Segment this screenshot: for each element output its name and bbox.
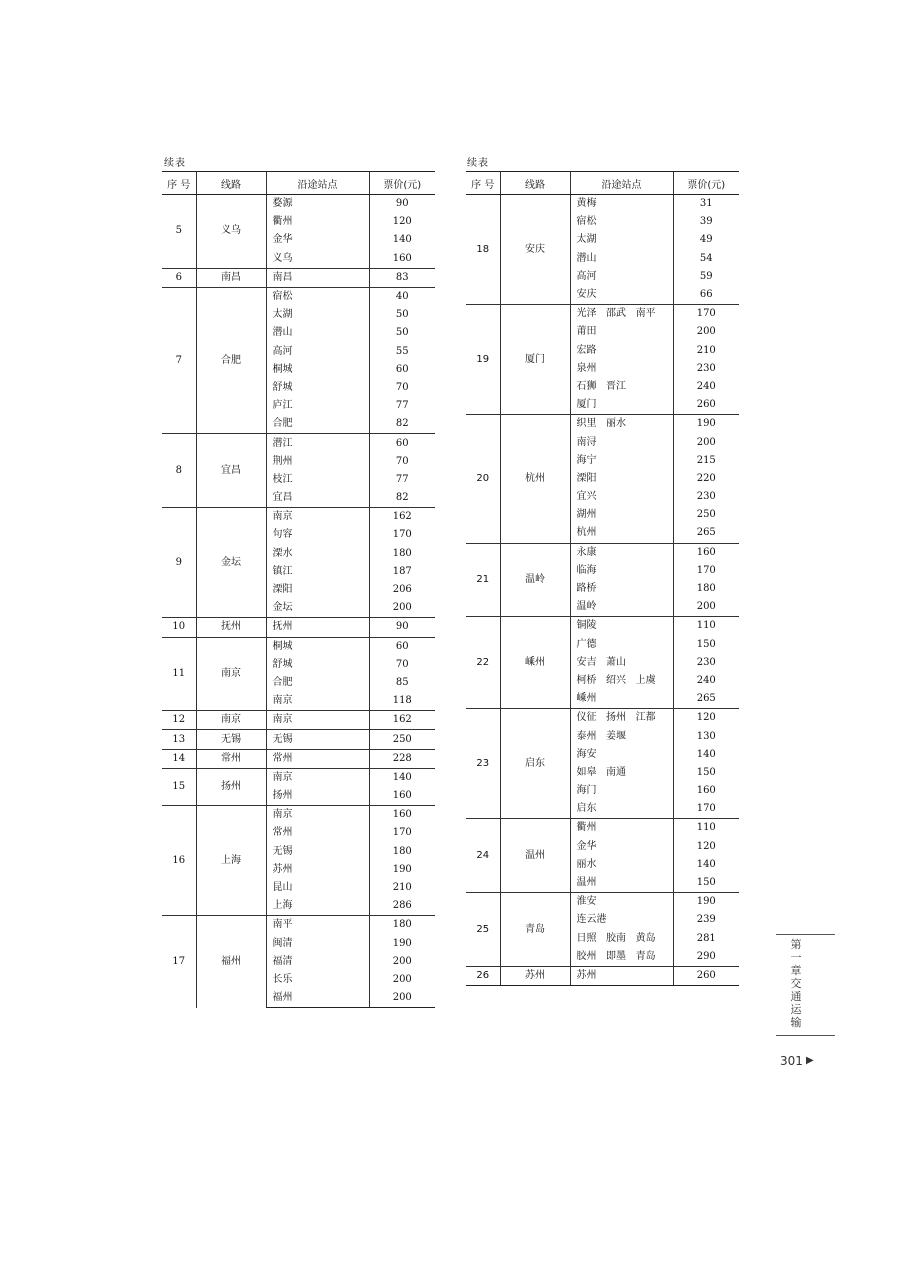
ticket-price: 59 xyxy=(673,268,739,286)
ticket-price: 77 xyxy=(369,471,435,489)
ticket-price: 140 xyxy=(369,231,435,249)
ticket-price: 240 xyxy=(673,672,739,690)
station-name: 金华 xyxy=(266,231,369,249)
station-name: 仪征 扬州 江都 xyxy=(570,709,673,728)
station-name: 句容 xyxy=(266,526,369,544)
continued-label-left: 续表 xyxy=(164,158,186,169)
ticket-price: 230 xyxy=(673,654,739,672)
route-number: 10 xyxy=(162,618,196,637)
header-stations: 沿途站点 xyxy=(266,172,369,195)
table-row xyxy=(162,711,435,730)
ticket-price: 200 xyxy=(369,989,435,1008)
route-name: 杭州 xyxy=(500,415,570,543)
route-number: 24 xyxy=(466,819,500,893)
station-name: 莆田 xyxy=(570,323,673,341)
station-name: 常州 xyxy=(266,749,369,768)
ticket-price: 49 xyxy=(673,231,739,249)
station-name: 荆州 xyxy=(266,453,369,471)
station-name: 日照 胶南 黄岛 xyxy=(570,930,673,948)
route-name: 常州 xyxy=(196,749,266,768)
station-name: 潜山 xyxy=(570,250,673,268)
station-name: 启东 xyxy=(570,800,673,819)
station-name: 南平 xyxy=(266,916,369,935)
station-name: 安庆 xyxy=(570,286,673,305)
fare-table-left xyxy=(162,171,435,1008)
station-name: 丽水 xyxy=(570,856,673,874)
station-name: 高河 xyxy=(266,343,369,361)
ticket-price: 200 xyxy=(369,599,435,618)
ticket-price: 66 xyxy=(673,286,739,305)
table-row xyxy=(466,617,739,636)
station-name: 上海 xyxy=(266,897,369,916)
table-row xyxy=(162,806,435,825)
ticket-price: 190 xyxy=(673,893,739,912)
ticket-price: 210 xyxy=(673,342,739,360)
station-name: 溧水 xyxy=(266,545,369,563)
ticket-price: 85 xyxy=(369,674,435,692)
table-row xyxy=(162,508,435,527)
station-name: 海门 xyxy=(570,782,673,800)
station-name: 南京 xyxy=(266,508,369,527)
station-name: 福州 xyxy=(266,989,369,1008)
table-row xyxy=(162,195,435,214)
route-number: 15 xyxy=(162,768,196,805)
ticket-price: 90 xyxy=(369,195,435,214)
route-number: 7 xyxy=(162,287,196,434)
page-arrow-icon: ▶ xyxy=(806,1055,814,1066)
route-name: 嵊州 xyxy=(500,617,570,709)
station-name: 无锡 xyxy=(266,843,369,861)
table-row xyxy=(162,618,435,637)
station-name: 常州 xyxy=(266,824,369,842)
ticket-price: 190 xyxy=(673,415,739,434)
ticket-price: 70 xyxy=(369,656,435,674)
header-price: 票价(元) xyxy=(369,172,435,195)
ticket-price: 120 xyxy=(673,838,739,856)
station-name: 广德 xyxy=(570,636,673,654)
ticket-price: 200 xyxy=(369,953,435,971)
station-name: 泰州 姜堰 xyxy=(570,727,673,745)
ticket-price: 54 xyxy=(673,250,739,268)
station-name: 柯桥 绍兴 上虞 xyxy=(570,672,673,690)
ticket-price: 210 xyxy=(369,879,435,897)
ticket-price: 70 xyxy=(369,453,435,471)
route-name: 温州 xyxy=(500,819,570,893)
ticket-price: 40 xyxy=(369,287,435,306)
station-name: 安吉 萧山 xyxy=(570,654,673,672)
station-name: 抚州 xyxy=(266,618,369,637)
ticket-price: 130 xyxy=(673,727,739,745)
ticket-price: 50 xyxy=(369,306,435,324)
ticket-price: 240 xyxy=(673,378,739,396)
ticket-price: 110 xyxy=(673,819,739,838)
station-name: 宏路 xyxy=(570,342,673,360)
table-row xyxy=(466,893,739,912)
station-name: 义乌 xyxy=(266,250,369,269)
table-row xyxy=(162,434,435,453)
route-number: 19 xyxy=(466,305,500,415)
ticket-price: 162 xyxy=(369,508,435,527)
station-name: 临海 xyxy=(570,562,673,580)
ticket-price: 160 xyxy=(369,806,435,825)
station-name: 南京 xyxy=(266,711,369,730)
header-route: 线路 xyxy=(196,172,266,195)
ticket-price: 60 xyxy=(369,637,435,656)
station-name: 舒城 xyxy=(266,656,369,674)
station-name: 泉州 xyxy=(570,360,673,378)
station-name: 溧阳 xyxy=(266,581,369,599)
chapter-tab xyxy=(776,934,835,1036)
station-name: 庐江 xyxy=(266,397,369,415)
page-number: 301 xyxy=(780,1054,803,1068)
table-row xyxy=(466,305,739,324)
ticket-price: 228 xyxy=(369,749,435,768)
station-name: 光泽 邵武 南平 xyxy=(570,305,673,324)
station-name: 南浔 xyxy=(570,433,673,451)
station-name: 昆山 xyxy=(266,879,369,897)
station-name: 湖州 xyxy=(570,506,673,524)
route-number: 20 xyxy=(466,415,500,543)
station-name: 潜江 xyxy=(266,434,369,453)
ticket-price: 230 xyxy=(673,488,739,506)
route-number: 9 xyxy=(162,508,196,618)
station-name: 无锡 xyxy=(266,730,369,749)
fare-table-right xyxy=(466,171,739,986)
route-number: 11 xyxy=(162,637,196,711)
route-name: 安庆 xyxy=(500,195,570,305)
table-row xyxy=(162,768,435,787)
station-name: 闽清 xyxy=(266,935,369,953)
station-name: 路桥 xyxy=(570,580,673,598)
table-row xyxy=(466,966,739,985)
table-row xyxy=(162,749,435,768)
ticket-price: 190 xyxy=(369,861,435,879)
route-name: 苏州 xyxy=(500,966,570,985)
station-name: 海安 xyxy=(570,746,673,764)
route-number: 14 xyxy=(162,749,196,768)
ticket-price: 250 xyxy=(673,506,739,524)
table-row xyxy=(162,268,435,287)
station-name: 南京 xyxy=(266,768,369,787)
ticket-price: 150 xyxy=(673,764,739,782)
route-name: 义乌 xyxy=(196,195,266,269)
route-number: 6 xyxy=(162,268,196,287)
station-name: 嵊州 xyxy=(570,690,673,709)
route-number: 5 xyxy=(175,225,182,237)
ticket-price: 120 xyxy=(673,709,739,728)
ticket-price: 82 xyxy=(369,489,435,508)
ticket-price: 215 xyxy=(673,452,739,470)
ticket-price: 286 xyxy=(369,897,435,916)
ticket-price: 239 xyxy=(673,911,739,929)
station-name: 婺源 xyxy=(266,195,369,214)
station-name: 舒城 xyxy=(266,379,369,397)
route-name: 南京 xyxy=(196,711,266,730)
route-number: 26 xyxy=(466,966,500,985)
route-name: 南京 xyxy=(196,637,266,711)
ticket-price: 60 xyxy=(369,434,435,453)
route-number: 16 xyxy=(162,806,196,916)
ticket-price: 170 xyxy=(369,824,435,842)
station-name: 金坛 xyxy=(266,599,369,618)
table-row xyxy=(162,730,435,749)
route-name: 厦门 xyxy=(500,305,570,415)
ticket-price: 90 xyxy=(369,618,435,637)
station-name: 高河 xyxy=(570,268,673,286)
ticket-price: 180 xyxy=(673,580,739,598)
ticket-price: 160 xyxy=(369,787,435,806)
station-name: 连云港 xyxy=(570,911,673,929)
ticket-price: 180 xyxy=(369,916,435,935)
ticket-price: 230 xyxy=(673,360,739,378)
station-name: 合肥 xyxy=(266,674,369,692)
station-name: 海宁 xyxy=(570,452,673,470)
station-name: 长乐 xyxy=(266,971,369,989)
station-name: 宜兴 xyxy=(570,488,673,506)
station-name: 桐城 xyxy=(266,361,369,379)
ticket-price: 110 xyxy=(673,617,739,636)
station-name: 潜山 xyxy=(266,324,369,342)
route-name: 温岭 xyxy=(500,543,570,617)
table-row xyxy=(162,637,435,656)
station-name: 宜昌 xyxy=(266,489,369,508)
header-route: 线路 xyxy=(500,172,570,195)
ticket-price: 160 xyxy=(369,250,435,269)
ticket-price: 160 xyxy=(673,543,739,562)
table-row xyxy=(466,415,739,434)
route-number: 12 xyxy=(162,711,196,730)
route-number: 13 xyxy=(162,730,196,749)
route-name: 合肥 xyxy=(196,287,266,434)
station-name: 黄梅 xyxy=(570,195,673,214)
ticket-price: 265 xyxy=(673,690,739,709)
route-name: 无锡 xyxy=(196,730,266,749)
route-name: 启东 xyxy=(500,709,570,819)
ticket-price: 83 xyxy=(369,268,435,287)
ticket-price: 82 xyxy=(369,415,435,434)
station-name: 石狮 晋江 xyxy=(570,378,673,396)
station-name: 温岭 xyxy=(570,598,673,617)
station-name: 宿松 xyxy=(570,213,673,231)
ticket-price: 206 xyxy=(369,581,435,599)
station-name: 衢州 xyxy=(570,819,673,838)
route-number: 21 xyxy=(466,543,500,617)
route-number: 8 xyxy=(162,434,196,508)
ticket-price: 70 xyxy=(369,379,435,397)
ticket-price: 180 xyxy=(369,545,435,563)
ticket-price: 160 xyxy=(673,782,739,800)
ticket-price: 39 xyxy=(673,213,739,231)
ticket-price: 118 xyxy=(369,692,435,711)
ticket-price: 140 xyxy=(369,768,435,787)
station-name: 宿松 xyxy=(266,287,369,306)
station-name: 南京 xyxy=(266,806,369,825)
header-no: 序 号 xyxy=(162,172,196,195)
station-name: 永康 xyxy=(570,543,673,562)
station-name: 南京 xyxy=(266,692,369,711)
route-number: 17 xyxy=(162,916,196,1008)
header-stations: 沿途站点 xyxy=(570,172,673,195)
station-name: 溧阳 xyxy=(570,470,673,488)
station-name: 扬州 xyxy=(266,787,369,806)
ticket-price: 55 xyxy=(369,343,435,361)
station-name: 桐城 xyxy=(266,637,369,656)
ticket-price: 200 xyxy=(673,323,739,341)
station-name: 淮安 xyxy=(570,893,673,912)
ticket-price: 180 xyxy=(369,843,435,861)
table-row xyxy=(466,819,739,838)
station-name: 枝江 xyxy=(266,471,369,489)
station-name: 镇江 xyxy=(266,563,369,581)
ticket-price: 187 xyxy=(369,563,435,581)
ticket-price: 77 xyxy=(369,397,435,415)
ticket-price: 140 xyxy=(673,856,739,874)
ticket-price: 200 xyxy=(673,598,739,617)
table-row xyxy=(466,709,739,728)
ticket-price: 200 xyxy=(673,433,739,451)
ticket-price: 290 xyxy=(673,948,739,967)
table-row xyxy=(162,287,435,306)
ticket-price: 60 xyxy=(369,361,435,379)
ticket-price: 281 xyxy=(673,930,739,948)
station-name: 温州 xyxy=(570,874,673,893)
table-row xyxy=(162,916,435,935)
ticket-price: 31 xyxy=(673,195,739,214)
station-name: 太湖 xyxy=(570,231,673,249)
ticket-price: 150 xyxy=(673,636,739,654)
ticket-price: 220 xyxy=(673,470,739,488)
ticket-price: 265 xyxy=(673,524,739,543)
chapter-title: 第一章 交通运输 xyxy=(790,938,802,1029)
ticket-price: 162 xyxy=(369,711,435,730)
ticket-price: 170 xyxy=(673,305,739,324)
ticket-price: 150 xyxy=(673,874,739,893)
ticket-price: 190 xyxy=(369,935,435,953)
station-name: 苏州 xyxy=(570,966,673,985)
header-no: 序 号 xyxy=(466,172,500,195)
station-name: 金华 xyxy=(570,838,673,856)
ticket-price: 170 xyxy=(673,562,739,580)
route-number: 25 xyxy=(466,893,500,967)
station-name: 厦门 xyxy=(570,396,673,415)
route-name: 扬州 xyxy=(196,768,266,805)
ticket-price: 260 xyxy=(673,966,739,985)
continued-label-right: 续表 xyxy=(467,158,489,169)
station-name: 南昌 xyxy=(266,268,369,287)
route-name: 青岛 xyxy=(500,893,570,967)
ticket-price: 140 xyxy=(673,746,739,764)
route-number: 22 xyxy=(466,617,500,709)
header-price: 票价(元) xyxy=(673,172,739,195)
ticket-price: 120 xyxy=(369,213,435,231)
table-row xyxy=(466,195,739,214)
ticket-price: 250 xyxy=(369,730,435,749)
route-number: 23 xyxy=(466,709,500,819)
station-name: 杭州 xyxy=(570,524,673,543)
station-name: 铜陵 xyxy=(570,617,673,636)
station-name: 合肥 xyxy=(266,415,369,434)
route-name: 抚州 xyxy=(196,618,266,637)
station-name: 衢州 xyxy=(266,213,369,231)
route-name: 上海 xyxy=(196,806,266,916)
route-name: 金坛 xyxy=(196,508,266,618)
station-name: 胶州 即墨 青岛 xyxy=(570,948,673,967)
route-name: 南昌 xyxy=(196,268,266,287)
route-number: 18 xyxy=(476,243,490,255)
station-name: 织里 丽水 xyxy=(570,415,673,434)
station-name: 福清 xyxy=(266,953,369,971)
ticket-price: 50 xyxy=(369,324,435,342)
route-name: 福州 xyxy=(196,916,266,1008)
station-name: 太湖 xyxy=(266,306,369,324)
ticket-price: 170 xyxy=(673,800,739,819)
ticket-price: 170 xyxy=(369,526,435,544)
station-name: 如皋 南通 xyxy=(570,764,673,782)
table-row xyxy=(466,543,739,562)
ticket-price: 200 xyxy=(369,971,435,989)
ticket-price: 260 xyxy=(673,396,739,415)
station-name: 苏州 xyxy=(266,861,369,879)
route-name: 宜昌 xyxy=(196,434,266,508)
